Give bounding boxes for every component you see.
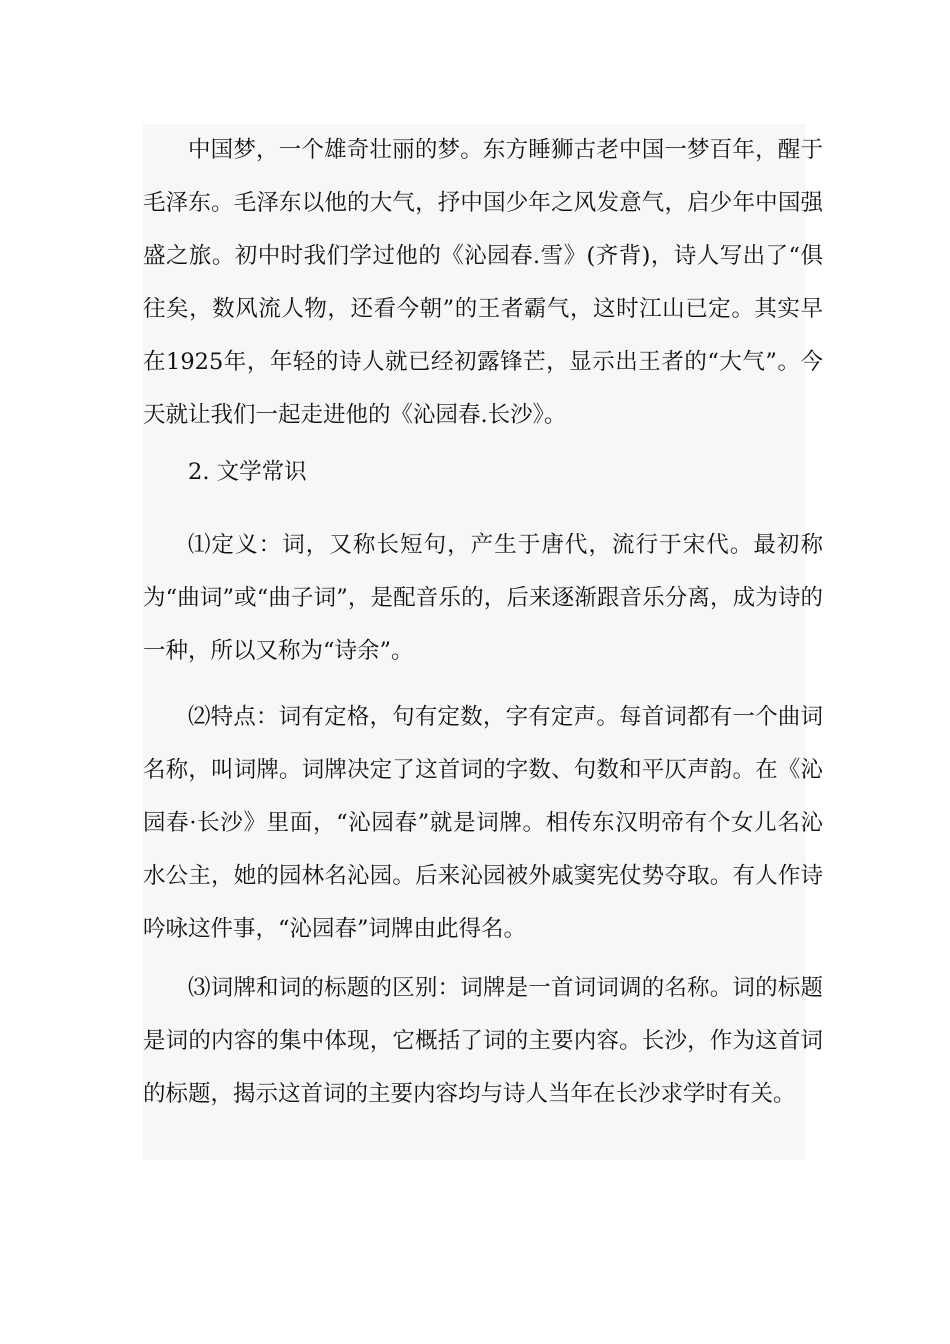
cipai-title-difference-paragraph: ⑶词牌和词的标题的区别：词牌是一首词词调的名称。词的标题是词的内容的集中体现，它概括了词的主要内容。长沙，作为这首词的标题，揭示这首词的主要内容均与诗人当年在长沙求学时有关。: [143, 975, 823, 1107]
intro-paragraph: 中国梦，一个雄奇壮丽的梦。东方睡狮古老中国一梦百年，醒于毛泽东。毛泽东以他的大气，抒中国少年之风发意气，启少年中国强盛之旅。初中时我们学过他的《沁园春.雪》(齐背)，诗人写出了“俱往矣，数风流人物，还看今朝”的王者霸气，这时江山已定。其实早在1925年，年轻的诗人就已经初露锋芒，显示出王者的“大气”。今天就让我们一起走进他的《沁园春.长沙》。: [143, 137, 823, 428]
definition-paragraph: ⑴定义：词，又称长短句，产生于唐代，流行于宋代。最初称为“曲词”或“曲子词”，是配音乐的，后来逐渐跟音乐分离，成为诗的一种，所以又称为“诗余”。: [143, 532, 823, 664]
document-text-block: [143, 124, 823, 1160]
features-paragraph: ⑵特点：词有定格，句有定数，字有定声。每首词都有一个曲词名称，叫词牌。词牌决定了这首词的字数、句数和平仄声韵。在《沁园春·长沙》里面，“沁园春”就是词牌。相传东汉明帝有个女儿名沁水公主，她的园林名沁园。后来沁园被外戚窦宪仗势夺取。有人作诗吟咏这件事，“沁园春”词牌由此得名。: [143, 704, 823, 942]
section-heading-literary-knowledge: 2. 文学常识: [188, 459, 307, 485]
